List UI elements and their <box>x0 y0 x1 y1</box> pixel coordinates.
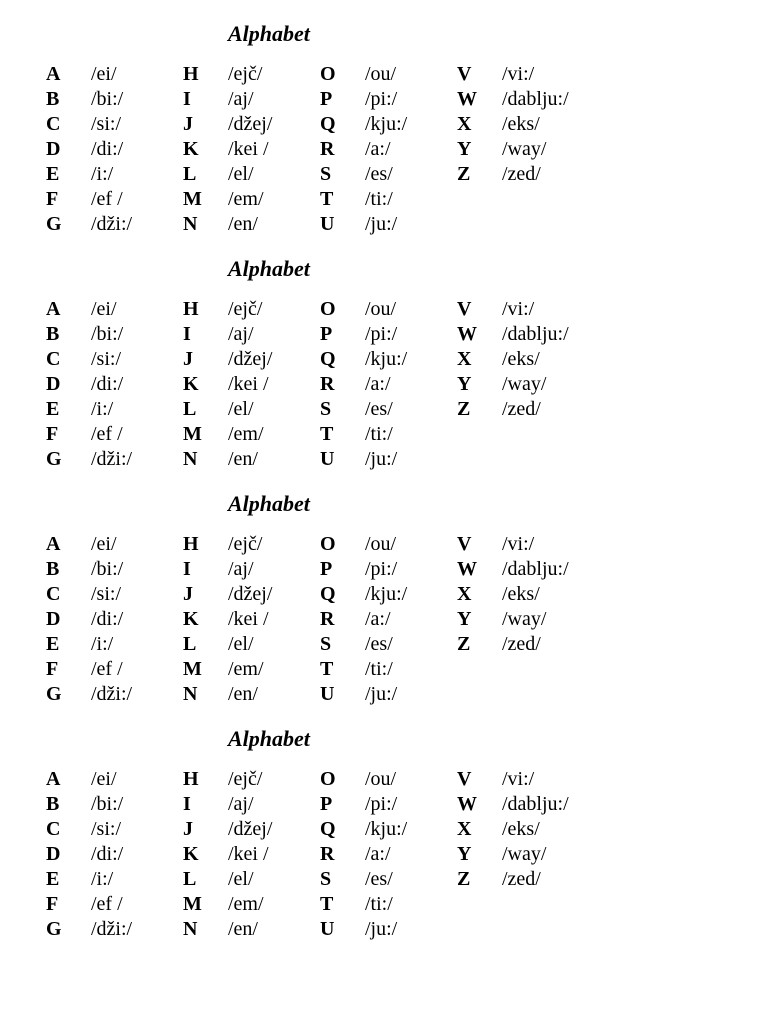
pronunciation: /ou/ <box>365 298 397 320</box>
pronunciation: /ejč/ <box>228 298 263 320</box>
pronunciation: /ei/ <box>91 768 117 790</box>
letter: F <box>46 423 59 445</box>
letter: U <box>320 448 335 470</box>
pronunciation: /vi:/ <box>502 298 535 320</box>
letter: B <box>46 558 60 580</box>
pronunciation: /aj/ <box>228 323 254 345</box>
letter: W <box>457 323 477 345</box>
letter: O <box>320 768 336 790</box>
letter: Z <box>457 163 471 185</box>
letter: Q <box>320 583 336 605</box>
letter: N <box>183 213 198 235</box>
letter: K <box>183 608 199 630</box>
pronunciation: /pi:/ <box>365 793 398 815</box>
pronunciation: /kju:/ <box>365 113 408 135</box>
pronunciation: /ti:/ <box>365 658 393 680</box>
pronunciation: /kei / <box>228 138 269 160</box>
letter: X <box>457 583 472 605</box>
pronunciation: /el/ <box>228 868 254 890</box>
pronunciation: /dži:/ <box>91 918 133 940</box>
letter: W <box>457 793 477 815</box>
pronunciation: /ju:/ <box>365 683 398 705</box>
letter: I <box>183 323 191 345</box>
letter: M <box>183 188 202 210</box>
letter: M <box>183 423 202 445</box>
pronunciation: /si:/ <box>91 348 122 370</box>
pronunciation: /ou/ <box>365 63 397 85</box>
pronunciation: /dži:/ <box>91 213 133 235</box>
pronunciation: /ti:/ <box>365 188 393 210</box>
letter: D <box>46 843 61 865</box>
pronunciation: /ejč/ <box>228 63 263 85</box>
pronunciation: /way/ <box>502 373 547 395</box>
pronunciation: /dži:/ <box>91 683 133 705</box>
pronunciation: /zed/ <box>502 633 541 655</box>
pronunciation: /i:/ <box>91 163 114 185</box>
letter: U <box>320 213 335 235</box>
letter: R <box>320 843 335 865</box>
pronunciation: /džej/ <box>228 113 273 135</box>
letter: H <box>183 298 199 320</box>
letter: L <box>183 163 197 185</box>
pronunciation: /bi:/ <box>91 88 124 110</box>
letter: V <box>457 768 472 790</box>
pronunciation: /ou/ <box>365 768 397 790</box>
letter: T <box>320 423 334 445</box>
pronunciation: /en/ <box>228 918 258 940</box>
alphabet-title: Alphabet <box>228 256 310 281</box>
letter: P <box>320 793 333 815</box>
letter: K <box>183 373 199 395</box>
pronunciation: /si:/ <box>91 113 122 135</box>
alphabet-title: Alphabet <box>228 726 310 751</box>
letter: G <box>46 918 62 940</box>
letter: P <box>320 323 333 345</box>
letter: Q <box>320 348 336 370</box>
pronunciation: /dablju:/ <box>502 88 569 110</box>
pronunciation: /ejč/ <box>228 533 263 555</box>
letter: L <box>183 868 197 890</box>
letter: G <box>46 213 62 235</box>
letter: C <box>46 818 61 840</box>
pronunciation: /kei / <box>228 373 269 395</box>
alphabet-block <box>46 18 666 253</box>
letter: A <box>46 298 61 320</box>
pronunciation: /i:/ <box>91 633 114 655</box>
letter: B <box>46 88 60 110</box>
pronunciation: /ef / <box>91 658 123 680</box>
letter: G <box>46 448 62 470</box>
pronunciation: /ei/ <box>91 63 117 85</box>
letter: W <box>457 88 477 110</box>
pronunciation: /ju:/ <box>365 448 398 470</box>
alphabet-title: Alphabet <box>228 21 310 46</box>
letter: S <box>320 633 332 655</box>
letter: O <box>320 298 336 320</box>
pronunciation: /el/ <box>228 633 254 655</box>
pronunciation: /pi:/ <box>365 323 398 345</box>
letter: U <box>320 683 335 705</box>
letter: S <box>320 868 332 890</box>
pronunciation: /ejč/ <box>228 768 263 790</box>
letter: Q <box>320 113 336 135</box>
pronunciation: /kei / <box>228 843 269 865</box>
pronunciation: /em/ <box>228 893 264 915</box>
letter: F <box>46 188 59 210</box>
pronunciation: /a:/ <box>365 608 391 630</box>
letters-grid <box>46 767 666 947</box>
letter: M <box>183 658 202 680</box>
letter: L <box>183 398 197 420</box>
pronunciation: /eks/ <box>502 583 540 605</box>
letter: J <box>183 113 193 135</box>
alphabet-title: Alphabet <box>228 491 310 516</box>
pronunciation: /dablju:/ <box>502 558 569 580</box>
letter: E <box>46 633 60 655</box>
pronunciation: /aj/ <box>228 558 254 580</box>
letter: C <box>46 583 61 605</box>
letter: T <box>320 188 334 210</box>
pronunciation: /džej/ <box>228 583 273 605</box>
pronunciation: /eks/ <box>502 818 540 840</box>
pronunciation: /kju:/ <box>365 348 408 370</box>
pronunciation: /ou/ <box>365 533 397 555</box>
pronunciation: /dži:/ <box>91 448 133 470</box>
letter: R <box>320 373 335 395</box>
pronunciation: /dablju:/ <box>502 793 569 815</box>
letter: Z <box>457 398 471 420</box>
pronunciation: /ti:/ <box>365 893 393 915</box>
pronunciation: /vi:/ <box>502 768 535 790</box>
letter: E <box>46 163 60 185</box>
letter: L <box>183 633 197 655</box>
pronunciation: /dablju:/ <box>502 323 569 345</box>
pronunciation: /si:/ <box>91 583 122 605</box>
letter: D <box>46 608 61 630</box>
letter: H <box>183 768 199 790</box>
pronunciation: /i:/ <box>91 868 114 890</box>
letter: I <box>183 88 191 110</box>
letter: H <box>183 63 199 85</box>
letter: C <box>46 348 61 370</box>
pronunciation: /es/ <box>365 868 393 890</box>
letter: X <box>457 348 472 370</box>
pronunciation: /way/ <box>502 843 547 865</box>
letter: Y <box>457 843 472 865</box>
letters-grid <box>46 532 666 712</box>
letter: D <box>46 138 61 160</box>
pronunciation: /ti:/ <box>365 423 393 445</box>
letter: K <box>183 843 199 865</box>
letter: M <box>183 893 202 915</box>
letter: Z <box>457 633 471 655</box>
letter: U <box>320 918 335 940</box>
letter: I <box>183 558 191 580</box>
pronunciation: /džej/ <box>228 818 273 840</box>
letter: Q <box>320 818 336 840</box>
letter: B <box>46 793 60 815</box>
pronunciation: /i:/ <box>91 398 114 420</box>
letter: V <box>457 533 472 555</box>
letters-grid <box>46 62 666 242</box>
pronunciation: /en/ <box>228 683 258 705</box>
letter: S <box>320 163 332 185</box>
pronunciation: /di:/ <box>91 843 124 865</box>
letter: J <box>183 583 193 605</box>
letter: H <box>183 533 199 555</box>
letter: A <box>46 768 61 790</box>
pronunciation: /en/ <box>228 448 258 470</box>
letter: F <box>46 658 59 680</box>
pronunciation: /a:/ <box>365 843 391 865</box>
pronunciation: /ju:/ <box>365 213 398 235</box>
letter: A <box>46 533 61 555</box>
letter: Y <box>457 608 472 630</box>
letter: J <box>183 348 193 370</box>
letter: G <box>46 683 62 705</box>
pronunciation: /es/ <box>365 163 393 185</box>
pronunciation: /bi:/ <box>91 558 124 580</box>
alphabet-block <box>46 488 666 723</box>
letter: T <box>320 658 334 680</box>
letter: F <box>46 893 59 915</box>
pronunciation: /en/ <box>228 213 258 235</box>
pronunciation: /eks/ <box>502 113 540 135</box>
pronunciation: /pi:/ <box>365 558 398 580</box>
pronunciation: /bi:/ <box>91 323 124 345</box>
letter: N <box>183 448 198 470</box>
pronunciation: /kju:/ <box>365 583 408 605</box>
letter: V <box>457 63 472 85</box>
letter: N <box>183 683 198 705</box>
pronunciation: /kju:/ <box>365 818 408 840</box>
pronunciation: /ef / <box>91 188 123 210</box>
pronunciation: /bi:/ <box>91 793 124 815</box>
pronunciation: /di:/ <box>91 138 124 160</box>
pronunciation: /di:/ <box>91 373 124 395</box>
pronunciation: /vi:/ <box>502 63 535 85</box>
letter: P <box>320 88 333 110</box>
pronunciation: /di:/ <box>91 608 124 630</box>
letters-grid <box>46 297 666 477</box>
letter: X <box>457 113 472 135</box>
letter: N <box>183 918 198 940</box>
pronunciation: /ef / <box>91 893 123 915</box>
pronunciation: /ei/ <box>91 533 117 555</box>
pronunciation: /em/ <box>228 658 264 680</box>
pronunciation: /zed/ <box>502 868 541 890</box>
pronunciation: /el/ <box>228 398 254 420</box>
pronunciation: /ju:/ <box>365 918 398 940</box>
alphabet-block <box>46 723 666 958</box>
letter: V <box>457 298 472 320</box>
letter: I <box>183 793 191 815</box>
letter: J <box>183 818 193 840</box>
letter: Y <box>457 138 472 160</box>
letter: E <box>46 868 60 890</box>
pronunciation: /ei/ <box>91 298 117 320</box>
pronunciation: /kei / <box>228 608 269 630</box>
letter: X <box>457 818 472 840</box>
pronunciation: /el/ <box>228 163 254 185</box>
letter: Z <box>457 868 471 890</box>
letter: Y <box>457 373 472 395</box>
letter: T <box>320 893 334 915</box>
pronunciation: /aj/ <box>228 793 254 815</box>
letter: R <box>320 138 335 160</box>
letter: B <box>46 323 60 345</box>
pronunciation: /em/ <box>228 423 264 445</box>
letter: K <box>183 138 199 160</box>
pronunciation: /a:/ <box>365 138 391 160</box>
letter: E <box>46 398 60 420</box>
pronunciation: /zed/ <box>502 163 541 185</box>
pronunciation: /aj/ <box>228 88 254 110</box>
pronunciation: /eks/ <box>502 348 540 370</box>
letter: R <box>320 608 335 630</box>
letter: D <box>46 373 61 395</box>
alphabet-block <box>46 253 666 488</box>
pronunciation: /way/ <box>502 138 547 160</box>
pronunciation: /em/ <box>228 188 264 210</box>
pronunciation: /pi:/ <box>365 88 398 110</box>
letter: W <box>457 558 477 580</box>
pronunciation: /džej/ <box>228 348 273 370</box>
pronunciation: /ef / <box>91 423 123 445</box>
pronunciation: /way/ <box>502 608 547 630</box>
letter: O <box>320 63 336 85</box>
pronunciation: /vi:/ <box>502 533 535 555</box>
pronunciation: /si:/ <box>91 818 122 840</box>
pronunciation: /a:/ <box>365 373 391 395</box>
letter: S <box>320 398 332 420</box>
letter: C <box>46 113 61 135</box>
letter: P <box>320 558 333 580</box>
pronunciation: /zed/ <box>502 398 541 420</box>
pronunciation: /es/ <box>365 398 393 420</box>
letter: O <box>320 533 336 555</box>
letter: A <box>46 63 61 85</box>
pronunciation: /es/ <box>365 633 393 655</box>
